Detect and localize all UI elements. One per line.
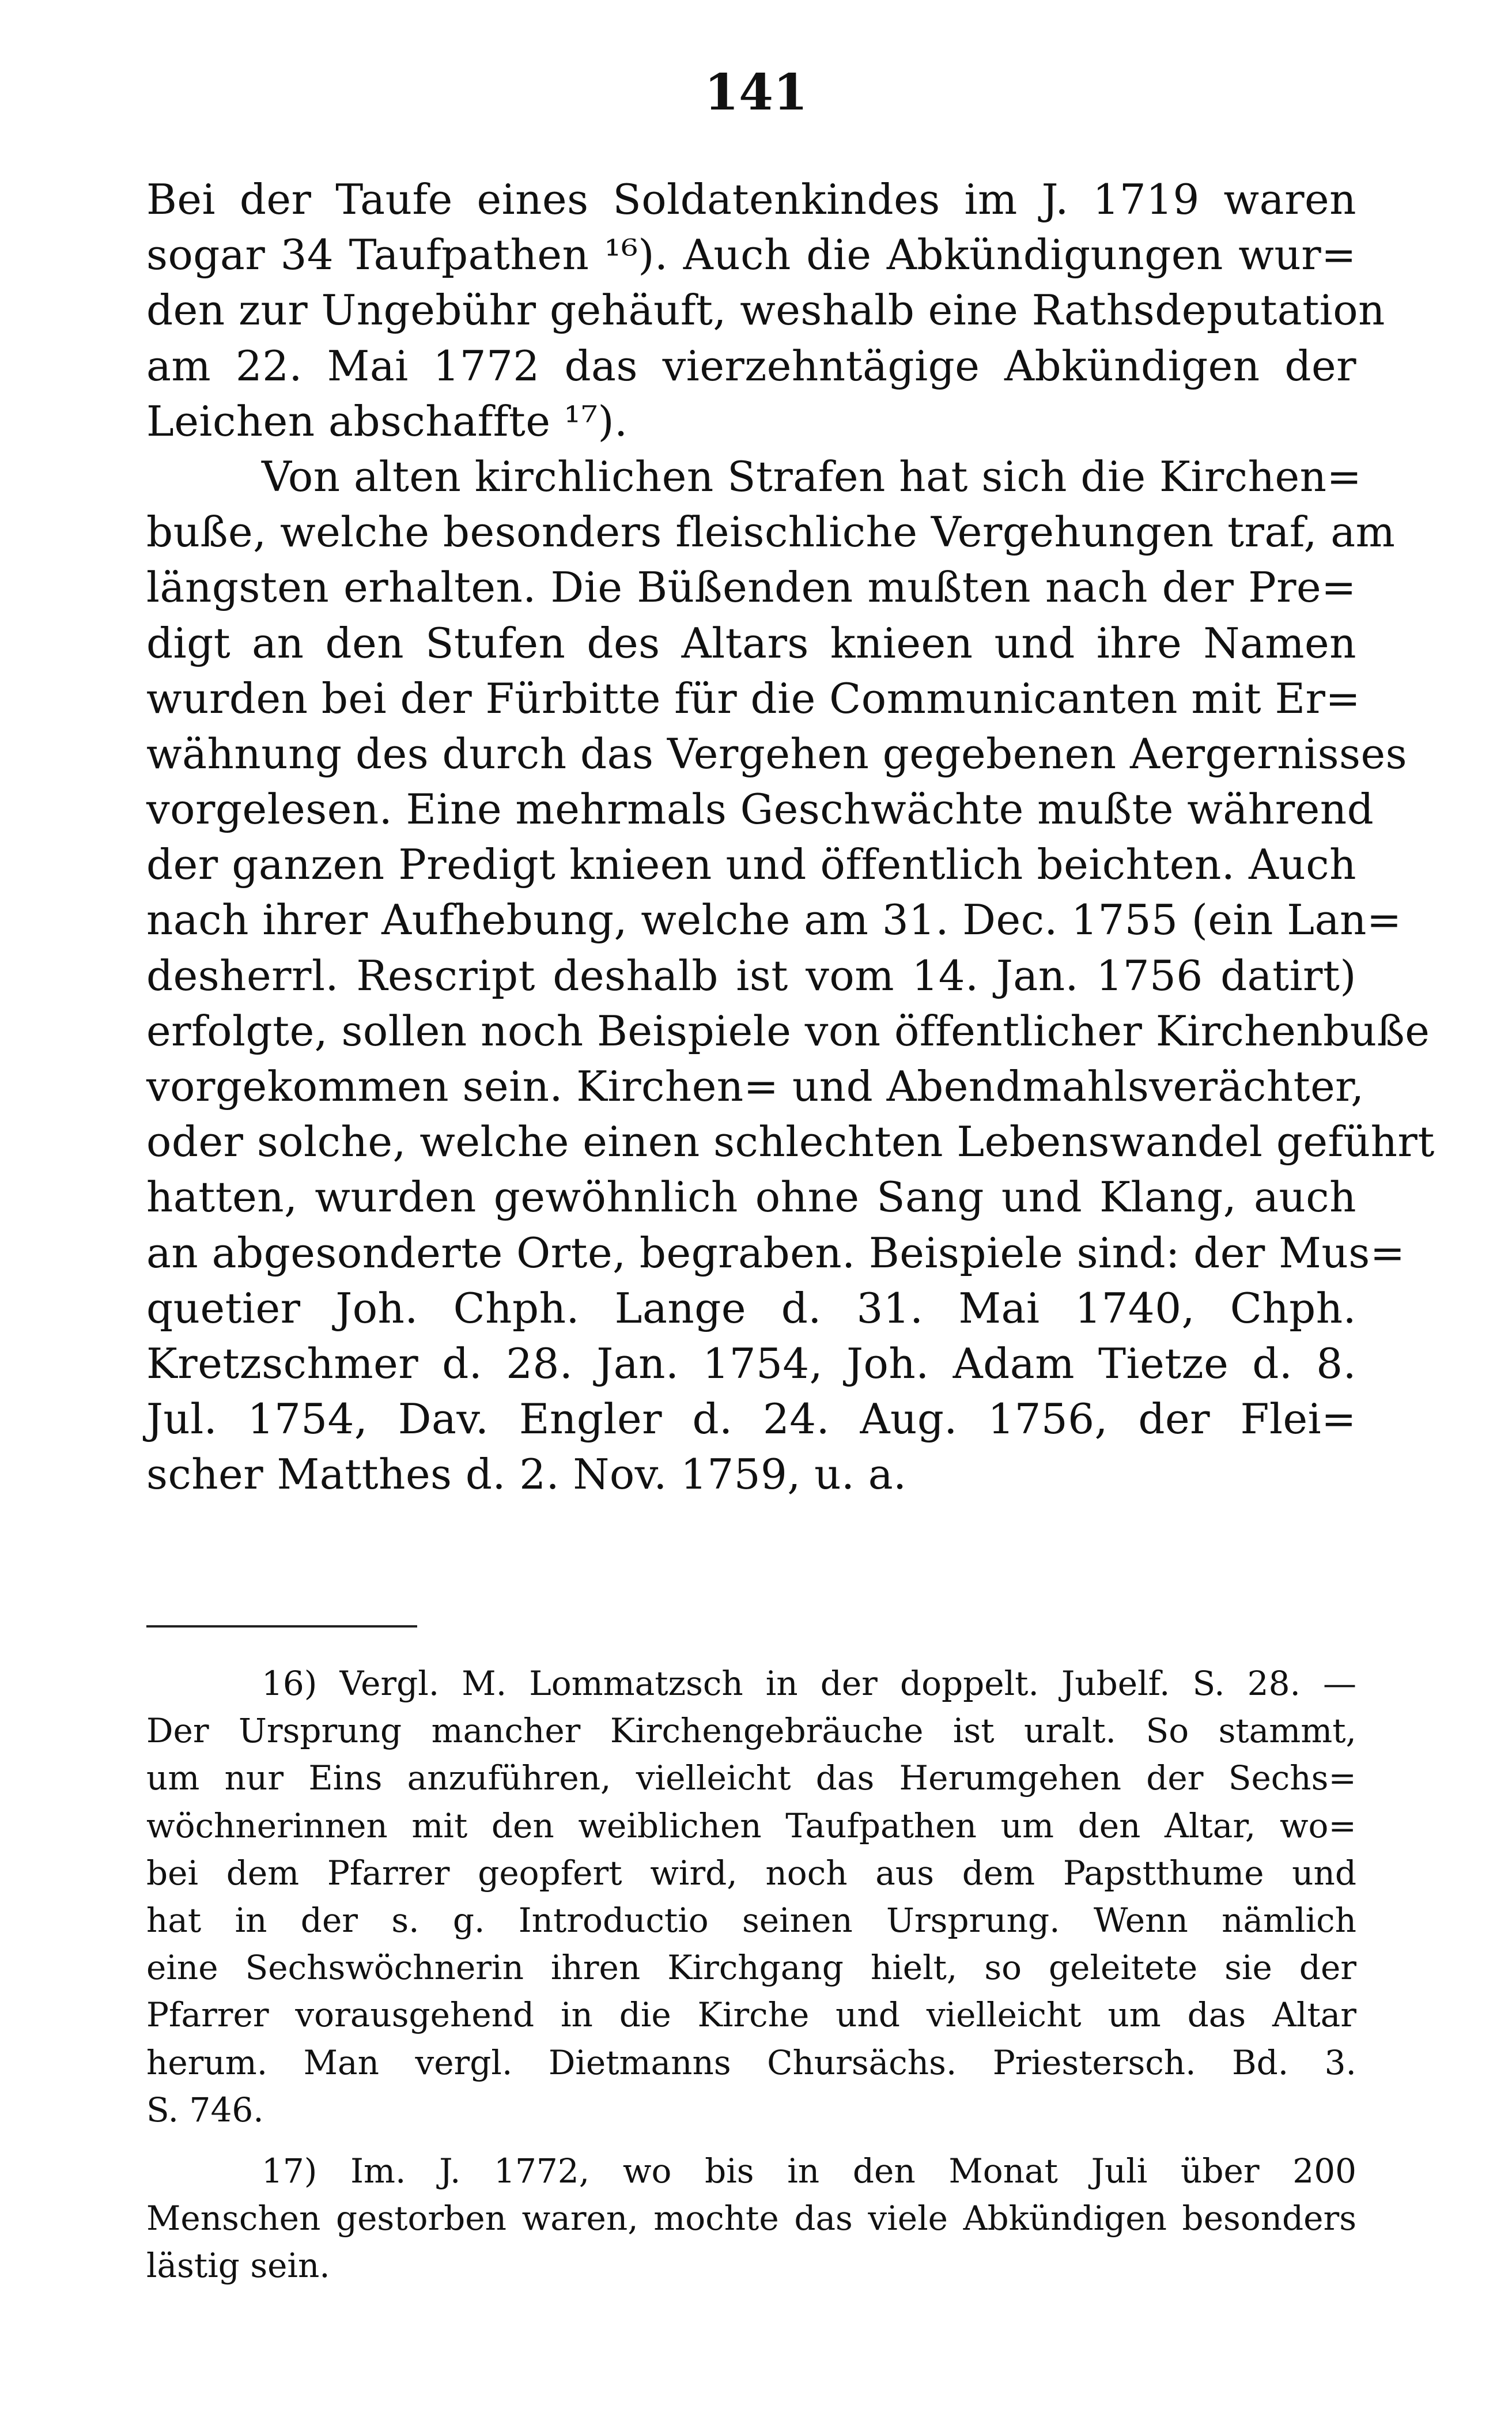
text-line: buße, welche besonders fleischliche Vergehungen traf, am — [146, 508, 1396, 557]
text-line: quetier Joh. Chph. Lange d. 31. Mai 1740, Chph. — [146, 1283, 1356, 1332]
footnotes — [146, 1660, 1356, 2289]
footnote-line: Der Ursprung mancher Kirchengebräuche ist uralt. So stammt, — [146, 1711, 1356, 1751]
text-line: am 22. Mai 1772 das vierzehntägige Abkündigen der — [146, 341, 1356, 390]
text-line: erfolgte, sollen noch Beispiele von öffentlicher Kirchenbuße — [146, 1006, 1430, 1055]
text-line: hatten, wurden gewöhnlich ohne Sang und Klang, auch — [146, 1173, 1356, 1222]
footnote-line: Menschen gestorben waren, mochte das viele Abkündigen besonders — [146, 2199, 1356, 2238]
footnote-line: 16) Vergl. M. Lommatzsch in der doppelt. Jubelf. S. 28. — — [262, 1664, 1356, 1703]
text-line: vorgekommen sein. Kirchen= und Abendmahlsverächter, — [146, 1062, 1364, 1111]
text-line: scher Matthes d. 2. Nov. 1759, u. a. — [146, 1450, 907, 1499]
text-line: Jul. 1754, Dav. Engler d. 24. Aug. 1756, der Flei= — [146, 1395, 1356, 1444]
footnote-line: Pfarrer vorausgehend in die Kirche und vielleicht um das Altar — [146, 1995, 1356, 2035]
footnote-line: bei dem Pfarrer geopfert wird, noch aus dem Papstthume und — [146, 1853, 1356, 1893]
footnote-line: um nur Eins anzuführen, vielleicht das Herumgehen der Sechs= — [146, 1758, 1356, 1798]
text-line: an abgesonderte Orte, begraben. Beispiele sind: der Mus= — [146, 1228, 1405, 1277]
body-text — [146, 172, 1435, 1502]
footnote-line: hat in der s. g. Introductio seinen Ursprung. Wenn nämlich — [146, 1900, 1356, 1940]
footnote-line: S. 746. — [146, 2090, 264, 2129]
text-line: vorgelesen. Eine mehrmals Geschwächte mußte während — [146, 785, 1374, 834]
text-line: Leichen abschaffte ¹⁷). — [146, 397, 628, 445]
footnote-line: 17) Im. J. 1772, wo bis in den Monat Juli über 200 — [262, 2151, 1356, 2191]
text-line: sogar 34 Taufpathen ¹⁶). Auch die Abkündigungen wur= — [146, 231, 1356, 280]
text-line: Kretzschmer d. 28. Jan. 1754, Joh. Adam Tietze d. 8. — [146, 1339, 1356, 1388]
text-line: nach ihrer Aufhebung, welche am 31. Dec. 1755 (ein Lan= — [146, 896, 1402, 945]
footnote-line: wöchnerinnen mit den weiblichen Taufpathen um den Altar, wo= — [146, 1806, 1356, 1845]
text-line: den zur Ungebühr gehäuft, weshalb eine Rathsdeputation — [146, 286, 1385, 335]
text-line: wurden bei der Fürbitte für die Communicanten mit Er= — [146, 674, 1361, 723]
page-number: 141 — [704, 63, 808, 122]
text-line: wähnung des durch das Vergehen gegebenen Aergernisses — [146, 729, 1408, 778]
text-line: Von alten kirchlichen Strafen hat sich die Kirchen= — [262, 452, 1362, 501]
footnote-divider — [146, 1625, 417, 1628]
footnote-line: lästig sein. — [146, 2246, 330, 2286]
text-line: der ganzen Predigt knieen und öffentlich beichten. Auch — [146, 840, 1356, 889]
text-line: digt an den Stufen des Altars knieen und ihre Namen — [146, 618, 1356, 667]
footnote-line: herum. Man vergl. Dietmanns Chursächs. Priestersch. Bd. 3. — [146, 2042, 1356, 2082]
text-line: desherrl. Rescript deshalb ist vom 14. Jan. 1756 datirt) — [146, 951, 1356, 1000]
footnote-line: eine Sechswöchnerin ihren Kirchgang hielt, so geleitete sie der — [146, 1948, 1356, 1988]
text-line: oder solche, welche einen schlechten Lebenswandel geführt — [146, 1117, 1435, 1166]
text-line: längsten erhalten. Die Büßenden mußten nach der Pre= — [146, 563, 1356, 612]
text-line: Bei der Taufe eines Soldatenkindes im J. 1719 waren — [146, 175, 1356, 224]
